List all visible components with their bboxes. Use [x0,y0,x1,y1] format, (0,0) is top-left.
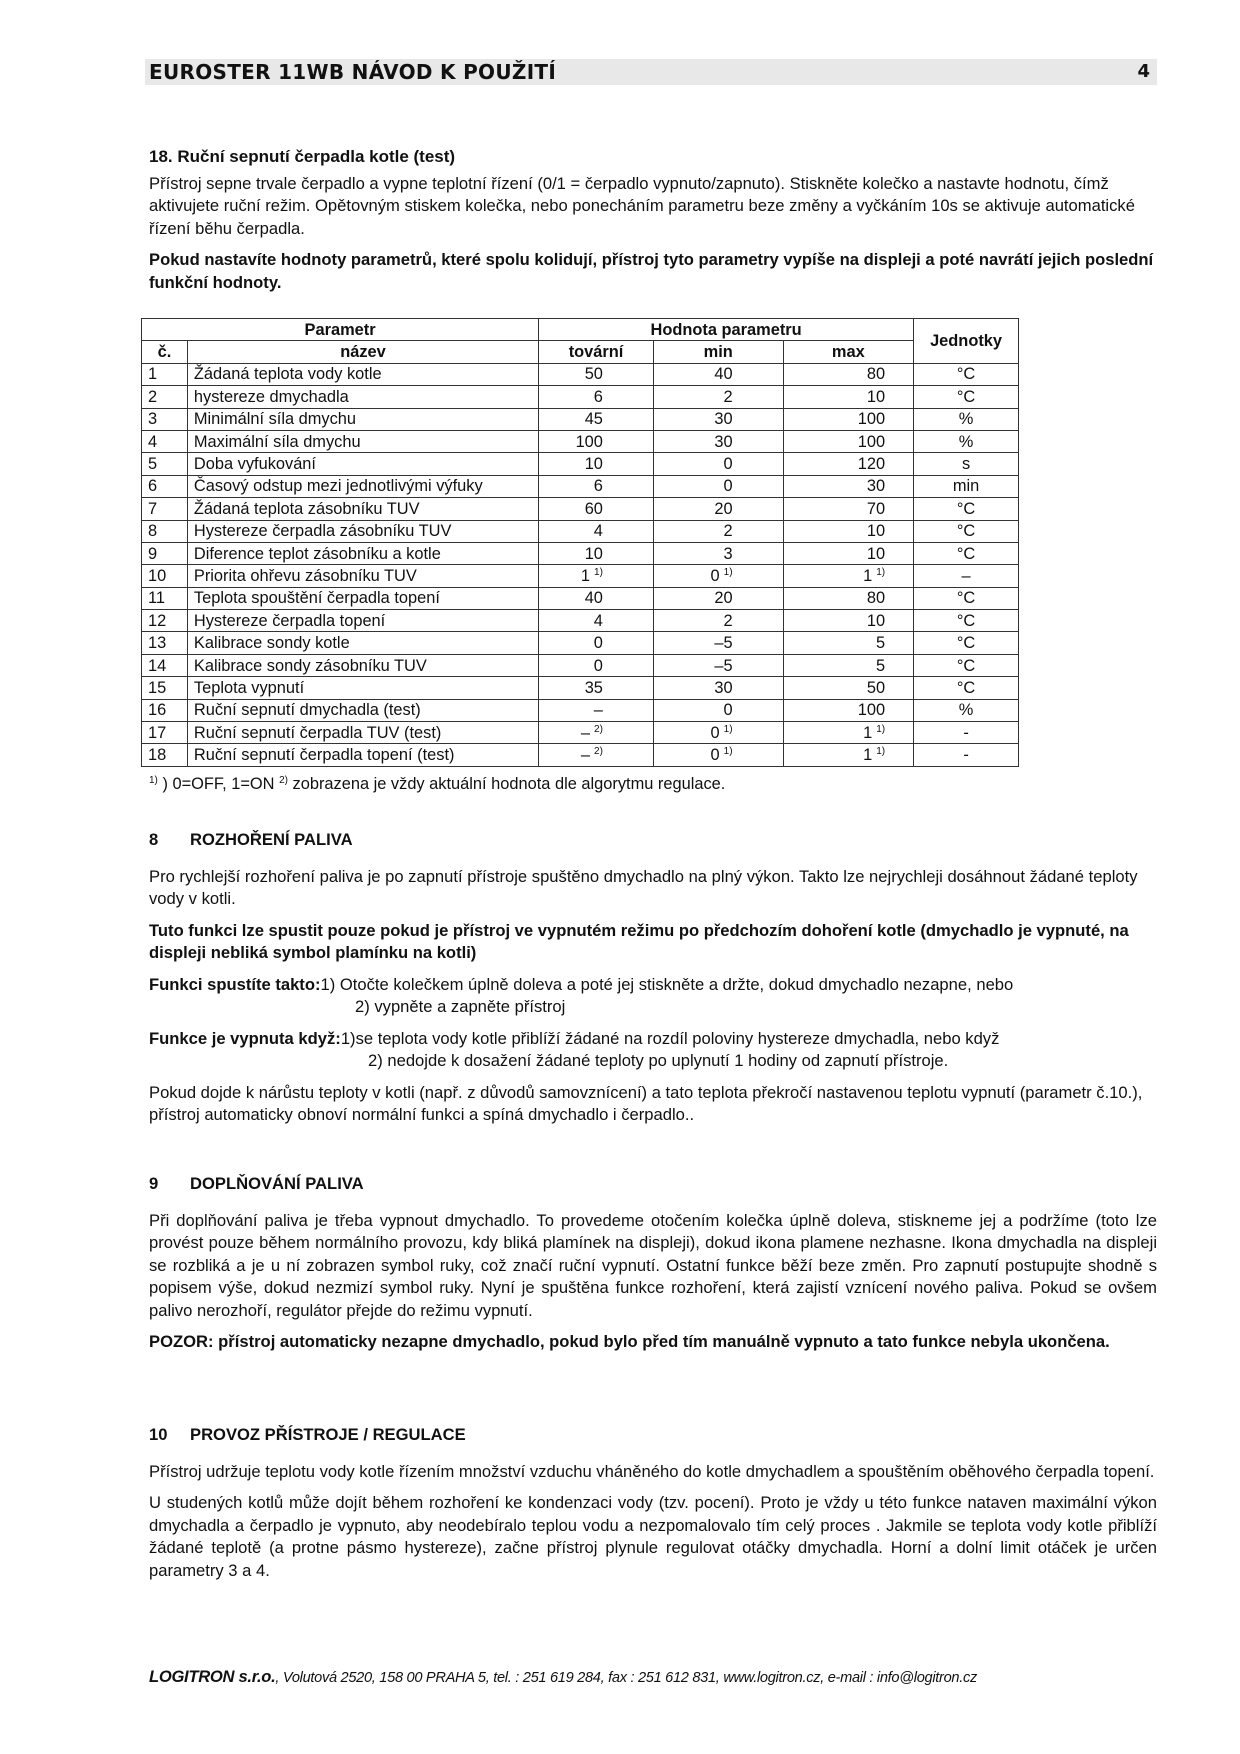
cell-no: 11 [142,587,188,609]
table-column-header [142,341,1019,363]
table-row [142,699,1019,721]
cell-min: 20 [653,498,783,520]
section-10-number: 10 [149,1425,168,1444]
cell-factory: 0 [539,654,654,676]
cell-max: 100 [783,699,914,721]
cell-no: 4 [142,430,188,452]
cell-no: 3 [142,408,188,430]
table-row [142,408,1019,430]
section-9-number: 9 [149,1174,159,1193]
footnote-ref: 1) [594,566,603,578]
cell-factory: 50 [539,363,654,385]
cell-factory: 10 [539,542,654,564]
table-body [142,363,1019,766]
cell-min: 0 $^{1)}$ [653,722,783,744]
cell-unit: °C [914,677,1019,699]
cell-factory: 100 [539,430,654,452]
cell-factory: 4 [539,610,654,632]
cell-factory: – $^{2)}$ [539,744,654,766]
footer-brand: LOGITRON s.r.o. [149,1667,276,1686]
cell-unit: s [914,453,1019,475]
cell-min: 30 [653,677,783,699]
cell-name: Ruční sepnutí čerpadla topení (test) [187,744,538,766]
cell-no: 15 [142,677,188,699]
cell-unit: °C [914,363,1019,385]
cell-name: hystereze dmychadla [187,386,538,408]
cell-no: 1 [142,363,188,385]
cell-unit: °C [914,386,1019,408]
stop-conditions [149,1028,1157,1051]
page-number: 4 [1137,61,1150,82]
cell-max: 5 [783,632,914,654]
cell-min: 30 [653,408,783,430]
cell-max: 100 [783,430,914,452]
table-row [142,386,1019,408]
table-row [142,453,1019,475]
document-title: EUROSTER 11WB NÁVOD K POUŽITÍ [149,60,557,84]
cell-name: Žádaná teplota vody kotle [187,363,538,385]
footnote-ref: 1) [723,746,733,758]
cell-unit: °C [914,654,1019,676]
footnote-ref: 1) [876,723,886,735]
table-row [142,542,1019,564]
header-jednotky: Jednotky [914,319,1019,364]
table-row [142,610,1019,632]
cell-min: –5 [653,632,783,654]
cell-min: 0 [653,475,783,497]
cell-no: 18 [142,744,188,766]
cell-min: 2 [653,386,783,408]
table-row [142,654,1019,676]
footnote-ref: 1) [723,723,733,735]
table-row [142,744,1019,766]
cell-unit: °C [914,610,1019,632]
cell-min: 0 $^{1)}$ [653,565,783,587]
table-row [142,565,1019,587]
cell-min: 0 $^{1)}$ [653,744,783,766]
cell-unit: % [914,430,1019,452]
section-10-paragraph-1: Přístroj udržuje teplotu vody kotle řízením množství vzduchu vháněného do kotle dmychadlem a spouštěním oběhového čerpadla topení. [149,1461,1155,1481]
cell-no: 2 [142,386,188,408]
cell-factory: 60 [539,498,654,520]
cell-factory: 6 [539,475,654,497]
footer-contact: , Volutová 2520, 158 00 PRAHA 5, tel. : 251 619 284, fax : 251 612 831, www.logitron.cz, e-mail : info@logitron.cz [275,1670,977,1686]
section-10-paragraph-2: U studených kotlů může dojít během rozhoření ke kondenzaci vody (tzv. pocení). Proto je vždy u této funkce nataven maximální výkon dmychadla a čerpadlo je vypnuto, aby neodebíralo teplou vodu a nezpomalovalo tím celý proces . Jakmile se teplota vody kotle přiblíží žádané teplotě (a protne pásmo hystereze), začne přístroj plynule regulovat otáčky dmychadla. Horní a dolní limit otáček je určen parametry 3 a 4. [149,1493,1157,1580]
cell-name: Priorita ohřevu zásobníku TUV [187,565,538,587]
cell-name: Hystereze čerpadla zásobníku TUV [187,520,538,542]
start-step-1: 1) Otočte kolečkem úplně doleva a poté jej stiskněte a držte, dokud dmychadlo nezapne, nebo [320,974,1014,994]
cell-max: 10 [783,542,914,564]
cell-no: 5 [142,453,188,475]
stop-condition-1: 1)se teplota vody kotle přiblíží žádané na rozdíl poloviny hystereze dmychadla, nebo když [340,1028,1000,1048]
footnote-marker-2: 2) [279,775,288,786]
section-8-paragraph-2: Pokud dojde k nárůstu teploty v kotli (např. z důvodů samovznícení) a tato teplota překročí nastavenou teplotu vypnutí (parametr č.10.), přístroj automaticky obnoví normální funkci a spíná dmychadlo i čerpadlo.. [149,1082,1143,1124]
col-min: min [653,341,783,363]
cell-name: Ruční sepnutí dmychadla (test) [187,699,538,721]
cell-no: 12 [142,610,188,632]
cell-factory: 4 [539,520,654,542]
cell-name: Doba vyfukování [187,453,538,475]
cell-name: Diference teplot zásobníku a kotle [187,542,538,564]
header-hodnota: Hodnota parametru [539,319,914,341]
cell-factory: – [539,699,654,721]
footnote-ref: 2) [594,723,603,735]
cell-name: Teplota spouštění čerpadla topení [187,587,538,609]
cell-unit: % [914,408,1019,430]
cell-min: –5 [653,654,783,676]
cell-no: 13 [142,632,188,654]
table-row [142,475,1019,497]
section-8-bold-paragraph: Tuto funkci lze spustit pouze pokud je přístroj ve vypnutém režimu po předchozím dohoření kotle (dmychadlo je vypnuté, na displeji nebliká symbol plamínku na kotli) [149,920,1129,962]
cell-factory: 35 [539,677,654,699]
cell-name: Teplota vypnutí [187,677,538,699]
section-8 [149,829,1157,1136]
col-no: č. [142,341,188,363]
cell-no: 7 [142,498,188,520]
table-row [142,632,1019,654]
cell-max: 10 [783,386,914,408]
cell-name: Hystereze čerpadla topení [187,610,538,632]
cell-max: 80 [783,363,914,385]
table-row [142,430,1019,452]
section-8-paragraph-1: Pro rychlejší rozhoření paliva je po zapnutí přístroje spuštěno dmychadlo na plný výkon. Takto lze nejrychleji dosáhnout žádané teploty vody v kotli. [149,866,1138,908]
cell-max: 10 [783,520,914,542]
section-8-title: ROZHOŘENÍ PALIVA [190,830,353,849]
table-group-header [142,319,1019,341]
cell-min: 30 [653,430,783,452]
cell-no: 9 [142,542,188,564]
start-label: Funkci spustíte takto: [149,974,321,994]
table-row [142,677,1019,699]
cell-no: 17 [142,722,188,744]
cell-min: 2 [653,610,783,632]
table-row [142,363,1019,385]
table-footnote [149,775,725,794]
section-9-warning: POZOR: přístroj automaticky nezapne dmychadlo, pokud bylo před tím manuálně vypnuto a tato funkce nebyla ukončena. [149,1332,1110,1351]
cell-unit: % [914,699,1019,721]
section-18-title: 18. Ruční sepnutí čerpadla kotle (test) [149,147,456,166]
section-18 [149,146,1157,303]
table-row [142,722,1019,744]
cell-no: 10 [142,565,188,587]
cell-name: Kalibrace sondy kotle [187,632,538,654]
start-instructions [149,974,1157,997]
cell-no: 6 [142,475,188,497]
cell-max: 120 [783,453,914,475]
cell-factory: 10 [539,453,654,475]
footnote-text-1: ) 0=OFF, 1=ON [157,775,280,793]
cell-max: 100 [783,408,914,430]
cell-unit: - [914,722,1019,744]
col-max: max [783,341,914,363]
cell-unit: – [914,565,1019,587]
footer [149,1667,977,1687]
cell-max: 80 [783,587,914,609]
cell-min: 20 [653,587,783,609]
cell-unit: - [914,744,1019,766]
cell-factory: 40 [539,587,654,609]
footnote-ref: 1) [876,566,886,578]
start-step-2: 2) vypněte a zapněte přístroj [355,997,566,1016]
footnote-marker-1: 1) [149,775,158,786]
section-8-heading [149,829,1157,852]
cell-factory: 0 [539,632,654,654]
cell-min: 40 [653,363,783,385]
cell-unit: °C [914,542,1019,564]
section-18-paragraph: Přístroj sepne trvale čerpadlo a vypne teplotní řízení (0/1 = čerpadlo vypnuto/zapnuto). Stiskněte kolečko a nastavte hodnotu, čímž aktivujete ruční režim. Opětovným stiskem kolečka, nebo ponecháním parametru beze změny a vyčkáním 10s se aktivuje automatické řízení běhu čerpadla. [149,173,1135,238]
cell-name: Žádaná teplota zásobníku TUV [187,498,538,520]
stop-label: Funkce je vypnuta když: [149,1028,341,1048]
section-9-heading [149,1173,1157,1196]
cell-max: 30 [783,475,914,497]
cell-name: Časový odstup mezi jednotlivými výfuky [187,475,538,497]
cell-factory: 45 [539,408,654,430]
table-row [142,498,1019,520]
cell-no: 8 [142,520,188,542]
cell-min: 0 [653,699,783,721]
footnote-ref: 1) [723,566,733,578]
cell-unit: °C [914,587,1019,609]
collision-warning: Pokud nastavíte hodnoty parametrů, které spolu kolidují, přístroj tyto parametry vypíše na displeji a poté navrátí jejich poslední funkční hodnoty. [149,250,1154,292]
cell-factory: 1 $^{1)}$ [539,565,654,587]
section-9 [149,1173,1157,1363]
cell-unit: °C [914,498,1019,520]
cell-max: 70 [783,498,914,520]
section-10-title: PROVOZ PŘÍSTROJE / REGULACE [190,1425,466,1444]
cell-no: 16 [142,699,188,721]
cell-name: Minimální síla dmychu [187,408,538,430]
cell-name: Maximální síla dmychu [187,430,538,452]
section-10-heading [149,1424,1157,1447]
footnote-ref: 1) [876,746,886,758]
col-factory: tovární [539,341,654,363]
cell-unit: °C [914,520,1019,542]
cell-name: Kalibrace sondy zásobníku TUV [187,654,538,676]
cell-factory: 6 [539,386,654,408]
cell-min: 3 [653,542,783,564]
parameter-table [141,318,1019,767]
cell-unit: °C [914,632,1019,654]
cell-no: 14 [142,654,188,676]
section-9-title: DOPLŇOVÁNÍ PALIVA [190,1174,364,1193]
cell-min: 0 [653,453,783,475]
cell-max: 1 $^{1)}$ [783,565,914,587]
section-8-number: 8 [149,830,159,849]
section-10 [149,1424,1157,1591]
table-row [142,520,1019,542]
cell-max: 50 [783,677,914,699]
footnote-ref: 2) [594,746,603,758]
header-parametr: Parametr [142,319,539,341]
cell-max: 10 [783,610,914,632]
cell-name: Ruční sepnutí čerpadla TUV (test) [187,722,538,744]
cell-factory: – $^{2)}$ [539,722,654,744]
footnote-text-2: zobrazena je vždy aktuální hodnota dle algorytmu regulace. [287,775,726,793]
section-9-paragraph: Při doplňování paliva je třeba vypnout dmychadlo. To provedeme otočením kolečka úplně doleva, stiskneme jej a podržíme (toto lze provést pouze během normálního provozu, kdy bliká plamínek na displeji), dokud ikona plamene nezhasne. Ikona dmychadla na displeji se rozbliká a je u ní zobrazen symbol ruky, což značí ruční vypnutí. Ostatní funkce běží beze změn. Pro zapnutí postupujte shodně s popisem výše, dokud nezmizí symbol ruky. Nyní je spuštěna funkce rozhoření, která zajistí vznícení nového paliva. Pokud se ovšem palivo nerozhoří, regulátor přejde do režimu vypnutí. [149,1210,1157,1320]
table-row [142,587,1019,609]
cell-max: 1 $^{1)}$ [783,722,914,744]
cell-min: 2 [653,520,783,542]
cell-max: 1 $^{1)}$ [783,744,914,766]
cell-max: 5 [783,654,914,676]
stop-condition-2: 2) nedojde k dosažení žádané teploty po uplynutí 1 hodiny od zapnutí přístroje. [368,1051,949,1070]
cell-unit: min [914,475,1019,497]
col-name: název [187,341,538,363]
